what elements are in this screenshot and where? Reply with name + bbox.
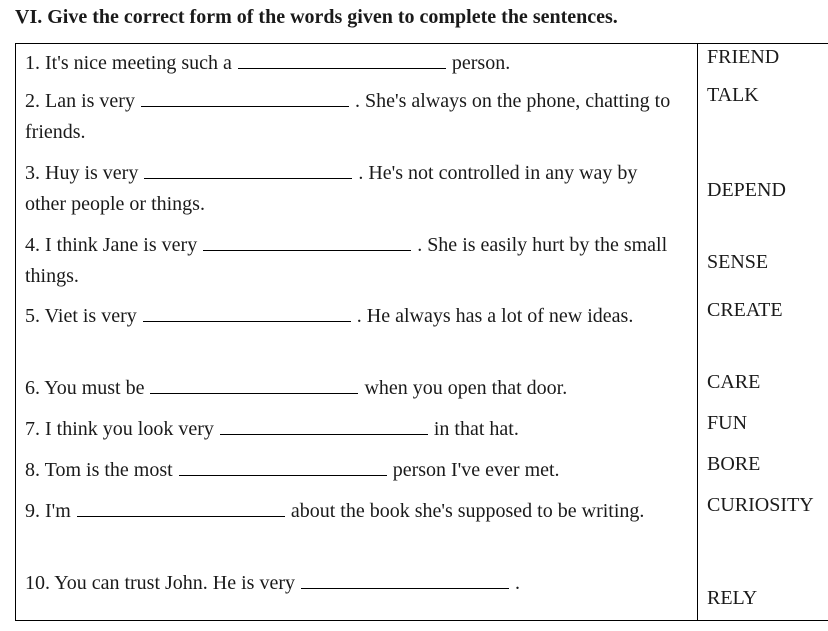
exercise-title: VI. Give the correct form of the words given to complete the sentences. [15,6,618,28]
word-5: CREATE [698,297,828,369]
answer-blank-1[interactable] [238,46,446,69]
word-9: CURIOSITY [698,492,828,564]
table-row [16,226,828,297]
word-10: RELY [698,564,828,621]
answer-blank-4[interactable] [203,228,411,251]
word-3: DEPEND [698,154,828,226]
table-row [16,492,828,564]
table-row [16,369,828,410]
table-row [16,44,828,82]
answer-blank-5[interactable] [143,299,351,322]
answer-blank-7[interactable] [220,412,428,435]
word-7: FUN [698,410,828,451]
exercise-table [15,43,828,621]
answer-blank-8[interactable] [179,453,387,476]
answer-blank-3[interactable] [144,156,352,179]
question-5: 5. Viet is very . He always has a lot of new ideas. [16,297,698,369]
table-row [16,154,828,226]
question-10: 10. You can trust John. He is very . [16,564,698,621]
question-3: 3. Huy is very . He's not controlled in any way by other people or things. [16,154,698,226]
answer-blank-2[interactable] [141,84,349,107]
word-4: SENSE [698,226,828,297]
table-row [16,451,828,492]
question-8: 8. Tom is the most person I've ever met. [16,451,698,492]
table-row [16,564,828,621]
word-2: TALK [698,82,828,154]
question-6: 6. You must be when you open that door. [16,369,698,410]
word-8: BORE [698,451,828,492]
table-row [16,410,828,451]
question-2: 2. Lan is very . She's always on the phone, chatting to friends. [16,82,698,154]
question-1: 1. It's nice meeting such a person. [16,44,698,82]
word-6: CARE [698,369,828,410]
question-7: 7. I think you look very in that hat. [16,410,698,451]
question-9: 9. I'm about the book she's supposed to be writing. [16,492,698,564]
answer-blank-10[interactable] [301,566,509,589]
answer-blank-9[interactable] [77,494,285,517]
table-row [16,82,828,154]
question-4: 4. I think Jane is very . She is easily hurt by the small things. [16,226,698,297]
table-row [16,297,828,369]
word-1: FRIEND [698,44,828,82]
answer-blank-6[interactable] [150,371,358,394]
